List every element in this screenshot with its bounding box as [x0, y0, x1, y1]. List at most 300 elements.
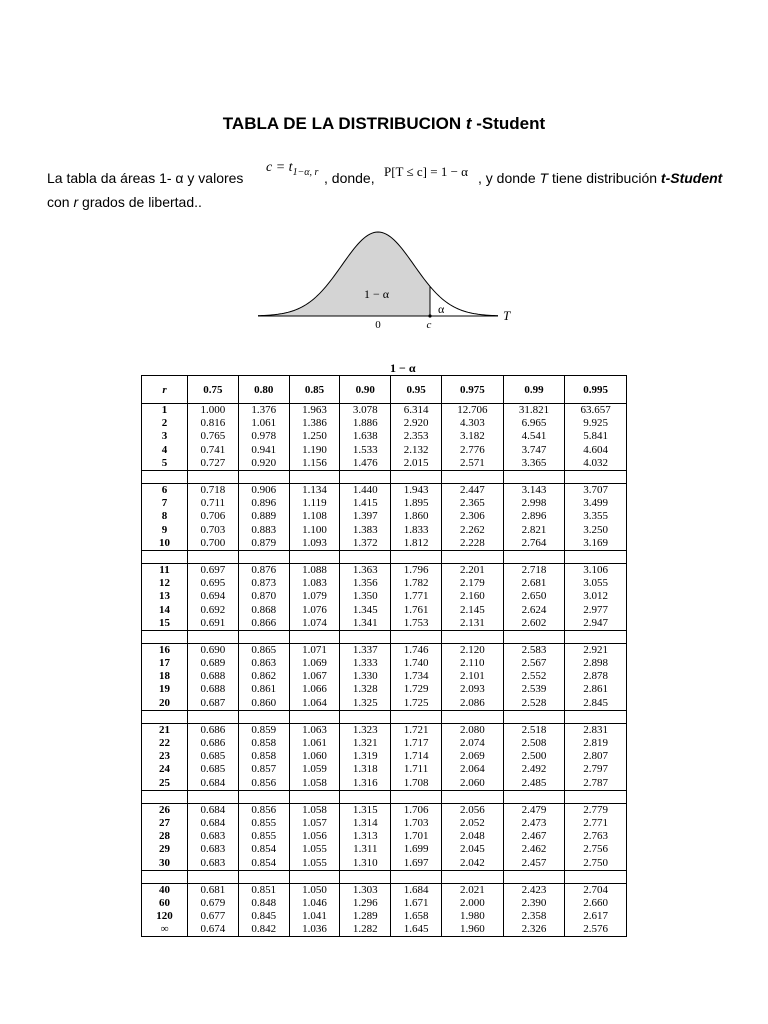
table-row	[142, 457, 627, 471]
degrees-of-freedom-cell: 22	[142, 737, 188, 750]
critical-value-cell: 2.462	[503, 843, 565, 856]
table-spacer-row	[142, 470, 627, 483]
table-spacer-row	[142, 870, 627, 883]
critical-value-cell: 2.179	[441, 577, 503, 590]
critical-value-cell: 1.316	[340, 777, 391, 791]
critical-value-cell: 2.423	[503, 883, 565, 897]
degrees-of-freedom-cell: 4	[142, 444, 188, 457]
spacer-cell	[340, 710, 391, 723]
spacer-cell	[188, 470, 239, 483]
critical-value-cell: 1.684	[391, 883, 442, 897]
critical-value-cell: 2.353	[391, 430, 442, 443]
t-student-table	[141, 375, 627, 937]
critical-value-cell: 0.687	[188, 697, 239, 711]
critical-value-cell: 1.372	[340, 537, 391, 551]
table-spacer-row	[142, 710, 627, 723]
critical-value-cell: 1.282	[340, 923, 391, 937]
critical-value-point	[428, 314, 431, 317]
critical-value-cell: 0.896	[238, 497, 289, 510]
critical-value-cell: 1.337	[340, 643, 391, 657]
critical-value-cell: 0.679	[188, 897, 239, 910]
critical-value-cell: 2.479	[503, 803, 565, 817]
critical-value-cell: 1.697	[391, 856, 442, 870]
quantile-formula-subscript: 1−α, r	[292, 166, 319, 178]
critical-value-cell: 2.120	[441, 643, 503, 657]
spacer-cell	[503, 710, 565, 723]
critical-value-cell: 1.714	[391, 750, 442, 763]
critical-value-cell: 2.750	[565, 856, 627, 870]
critical-value-cell: 2.898	[565, 657, 627, 670]
critical-value-cell: 1.055	[289, 856, 340, 870]
column-header: 0.99	[503, 376, 565, 404]
critical-value-cell: 1.350	[340, 590, 391, 603]
critical-value-cell: 1.328	[340, 683, 391, 696]
spacer-cell	[238, 710, 289, 723]
degrees-of-freedom-cell: 25	[142, 777, 188, 791]
spacer-cell	[289, 870, 340, 883]
critical-value-cell: 1.638	[340, 430, 391, 443]
critical-value-cell: 1.699	[391, 843, 442, 856]
spacer-cell	[188, 550, 239, 563]
critical-value-cell: 1.071	[289, 643, 340, 657]
critical-value-cell: 0.684	[188, 777, 239, 791]
column-header: 0.90	[340, 376, 391, 404]
critical-value-cell: 2.447	[441, 483, 503, 497]
critical-value-cell: 1.533	[340, 444, 391, 457]
critical-value-cell: 3.012	[565, 590, 627, 603]
critical-value-cell: 1.058	[289, 777, 340, 791]
critical-value-cell: 1.058	[289, 803, 340, 817]
critical-value-cell: 0.691	[188, 617, 239, 631]
critical-value-cell: 1.703	[391, 817, 442, 830]
table-row	[142, 803, 627, 817]
critical-value-cell: 0.859	[238, 723, 289, 737]
column-header: 0.975	[441, 376, 503, 404]
critical-value-cell: 1.734	[391, 670, 442, 683]
critical-value-cell: 0.856	[238, 777, 289, 791]
degrees-of-freedom-cell: 60	[142, 897, 188, 910]
degrees-of-freedom-cell: 16	[142, 643, 188, 657]
critical-value-cell: 2.306	[441, 510, 503, 523]
quantile-formula-lhs: c = t	[266, 160, 293, 175]
critical-value-cell: 0.906	[238, 483, 289, 497]
critical-value-cell: 2.947	[565, 617, 627, 631]
critical-value-cell: 0.862	[238, 670, 289, 683]
critical-value-cell: 2.262	[441, 524, 503, 537]
critical-value-cell: 2.681	[503, 577, 565, 590]
spacer-cell	[142, 630, 188, 643]
spacer-cell	[238, 790, 289, 803]
critical-value-cell: 2.660	[565, 897, 627, 910]
spacer-cell	[391, 790, 442, 803]
critical-value-cell: 2.977	[565, 603, 627, 616]
critical-value-cell: 2.365	[441, 497, 503, 510]
degrees-of-freedom-cell: 30	[142, 856, 188, 870]
spacer-cell	[238, 470, 289, 483]
critical-value-cell: 2.552	[503, 670, 565, 683]
intro-text-part5: tiene distribución	[551, 170, 658, 186]
critical-value-cell: 2.064	[441, 763, 503, 776]
table-row	[142, 404, 627, 418]
critical-value-cell: 2.473	[503, 817, 565, 830]
critical-value-cell: 3.169	[565, 537, 627, 551]
critical-value-cell: 2.052	[441, 817, 503, 830]
critical-value-cell: 0.684	[188, 817, 239, 830]
critical-value-cell: 2.756	[565, 843, 627, 856]
critical-value-cell: 1.313	[340, 830, 391, 843]
table-alpha-header: 1 − α	[390, 361, 416, 375]
table-row	[142, 856, 627, 870]
critical-value-cell: 2.797	[565, 763, 627, 776]
spacer-cell	[441, 470, 503, 483]
critical-value-cell: 2.528	[503, 697, 565, 711]
critical-value-cell: 1.134	[289, 483, 340, 497]
critical-value-cell: 0.689	[188, 657, 239, 670]
degrees-of-freedom-cell: 11	[142, 563, 188, 577]
bell-curve	[258, 232, 498, 318]
critical-value-cell: 1.740	[391, 657, 442, 670]
critical-value-cell: 1.061	[289, 737, 340, 750]
column-header: 0.995	[565, 376, 627, 404]
spacer-cell	[503, 550, 565, 563]
critical-value-cell: 2.110	[441, 657, 503, 670]
critical-value-cell: 1.376	[238, 404, 289, 418]
critical-value-cell: 1.066	[289, 683, 340, 696]
critical-value-cell: 1.156	[289, 457, 340, 471]
spacer-cell	[503, 630, 565, 643]
critical-value-cell: 1.860	[391, 510, 442, 523]
critical-value-cell: 1.323	[340, 723, 391, 737]
intro-variable-t: T	[539, 170, 549, 186]
critical-value-cell: 2.457	[503, 856, 565, 870]
intro-text-part3: , y donde	[478, 170, 536, 186]
critical-value-cell: 2.845	[565, 697, 627, 711]
degrees-of-freedom-cell: 8	[142, 510, 188, 523]
critical-value-cell: 0.863	[238, 657, 289, 670]
critical-value-cell: 2.571	[441, 457, 503, 471]
degrees-of-freedom-cell: 19	[142, 683, 188, 696]
critical-value-cell: 2.764	[503, 537, 565, 551]
table-row	[142, 883, 627, 897]
critical-value-cell: 1.315	[340, 803, 391, 817]
critical-value-cell: 2.539	[503, 683, 565, 696]
table-row	[142, 697, 627, 711]
critical-value-cell: 1.079	[289, 590, 340, 603]
spacer-cell	[142, 870, 188, 883]
critical-value-cell: 1.069	[289, 657, 340, 670]
critical-value-cell: 3.078	[340, 404, 391, 418]
critical-value-cell: 1.943	[391, 483, 442, 497]
critical-value-cell: 1.311	[340, 843, 391, 856]
critical-value-cell: 1.063	[289, 723, 340, 737]
critical-value-cell: 1.363	[340, 563, 391, 577]
spacer-cell	[188, 630, 239, 643]
critical-value-cell: 2.048	[441, 830, 503, 843]
spacer-cell	[441, 870, 503, 883]
critical-value-cell: 0.727	[188, 457, 239, 471]
critical-value-cell: 0.690	[188, 643, 239, 657]
critical-value-cell: 1.088	[289, 563, 340, 577]
column-header: 0.95	[391, 376, 442, 404]
degrees-of-freedom-cell: 18	[142, 670, 188, 683]
degrees-of-freedom-cell: 24	[142, 763, 188, 776]
critical-value-cell: 2.021	[441, 883, 503, 897]
critical-value-cell: 1.708	[391, 777, 442, 791]
spacer-cell	[340, 550, 391, 563]
critical-value-cell: 1.060	[289, 750, 340, 763]
critical-value-cell: 1.782	[391, 577, 442, 590]
intro-text-line2	[47, 194, 202, 210]
critical-value-cell: 1.761	[391, 603, 442, 616]
critical-value-cell: 2.583	[503, 643, 565, 657]
critical-value-cell: 0.684	[188, 803, 239, 817]
spacer-cell	[142, 470, 188, 483]
degrees-of-freedom-cell: 5	[142, 457, 188, 471]
critical-value-cell: 2.807	[565, 750, 627, 763]
critical-value-cell: 0.686	[188, 737, 239, 750]
degrees-of-freedom-cell: 27	[142, 817, 188, 830]
table-row	[142, 643, 627, 657]
spacer-cell	[188, 790, 239, 803]
critical-value-cell: 0.978	[238, 430, 289, 443]
degrees-of-freedom-cell: 17	[142, 657, 188, 670]
critical-value-cell: 2.201	[441, 563, 503, 577]
table-row	[142, 683, 627, 696]
table-row	[142, 524, 627, 537]
critical-value-cell: 2.861	[565, 683, 627, 696]
critical-value-cell: 0.683	[188, 843, 239, 856]
r-column-header: r	[142, 376, 188, 404]
critical-value-cell: 63.657	[565, 404, 627, 418]
critical-value-cell: 1.064	[289, 697, 340, 711]
critical-value-cell: 0.706	[188, 510, 239, 523]
critical-value-cell: 0.855	[238, 830, 289, 843]
spacer-cell	[441, 790, 503, 803]
critical-value-cell: 1.190	[289, 444, 340, 457]
critical-value-cell: 5.841	[565, 430, 627, 443]
critical-value-cell: 1.397	[340, 510, 391, 523]
spacer-cell	[238, 870, 289, 883]
spacer-cell	[565, 470, 627, 483]
c-label: c	[426, 319, 432, 331]
critical-value-cell: 0.685	[188, 763, 239, 776]
critical-value-cell: 1.041	[289, 910, 340, 923]
critical-value-cell: 2.878	[565, 670, 627, 683]
critical-value-cell: 1.319	[340, 750, 391, 763]
critical-value-cell: 1.701	[391, 830, 442, 843]
spacer-cell	[289, 470, 340, 483]
degrees-of-freedom-cell: 12	[142, 577, 188, 590]
table-spacer-row	[142, 550, 627, 563]
spacer-cell	[238, 630, 289, 643]
critical-value-cell: 1.383	[340, 524, 391, 537]
critical-value-cell: 1.310	[340, 856, 391, 870]
critical-value-cell: 3.747	[503, 444, 565, 457]
intro-text-part1: La tabla da áreas 1- α y valores	[47, 170, 244, 186]
critical-value-cell: 1.711	[391, 763, 442, 776]
critical-value-cell: 0.685	[188, 750, 239, 763]
critical-value-cell: 2.567	[503, 657, 565, 670]
critical-value-cell: 2.896	[503, 510, 565, 523]
degrees-of-freedom-cell: 29	[142, 843, 188, 856]
critical-value-cell: 0.861	[238, 683, 289, 696]
critical-value-cell: 1.250	[289, 430, 340, 443]
critical-value-cell: 2.771	[565, 817, 627, 830]
critical-value-cell: 1.061	[238, 417, 289, 430]
degrees-of-freedom-cell: ∞	[142, 923, 188, 937]
table-row	[142, 590, 627, 603]
table-row	[142, 577, 627, 590]
spacer-cell	[340, 790, 391, 803]
critical-value-cell: 1.771	[391, 590, 442, 603]
critical-value-cell: 3.143	[503, 483, 565, 497]
critical-value-cell: 1.056	[289, 830, 340, 843]
critical-value-cell: 1.036	[289, 923, 340, 937]
zero-label: 0	[375, 319, 381, 331]
page-title	[0, 114, 768, 134]
critical-value-cell: 2.074	[441, 737, 503, 750]
critical-value-cell: 0.854	[238, 843, 289, 856]
spacer-cell	[289, 710, 340, 723]
quantile-formula	[266, 160, 318, 178]
critical-value-cell: 0.681	[188, 883, 239, 897]
table-row	[142, 843, 627, 856]
critical-value-cell: 3.055	[565, 577, 627, 590]
spacer-cell	[441, 630, 503, 643]
critical-value-cell: 2.326	[503, 923, 565, 937]
critical-value-cell: 1.386	[289, 417, 340, 430]
critical-value-cell: 2.045	[441, 843, 503, 856]
critical-value-cell: 0.741	[188, 444, 239, 457]
critical-value-cell: 1.321	[340, 737, 391, 750]
critical-value-cell: 0.816	[188, 417, 239, 430]
table-row	[142, 923, 627, 937]
critical-value-cell: 1.645	[391, 923, 442, 937]
table-row	[142, 897, 627, 910]
column-header: 0.75	[188, 376, 239, 404]
critical-value-cell: 2.145	[441, 603, 503, 616]
critical-value-cell: 2.650	[503, 590, 565, 603]
table-header-row	[142, 376, 627, 404]
probability-formula: P[T ≤ c] = 1 − α	[384, 164, 468, 179]
critical-value-cell: 2.821	[503, 524, 565, 537]
spacer-cell	[289, 550, 340, 563]
critical-value-cell: 2.132	[391, 444, 442, 457]
critical-value-cell: 2.998	[503, 497, 565, 510]
critical-value-cell: 1.057	[289, 817, 340, 830]
critical-value-cell: 4.032	[565, 457, 627, 471]
critical-value-cell: 2.831	[565, 723, 627, 737]
critical-value-cell: 1.314	[340, 817, 391, 830]
spacer-cell	[391, 550, 442, 563]
spacer-cell	[340, 470, 391, 483]
critical-value-cell: 0.858	[238, 737, 289, 750]
degrees-of-freedom-cell: 26	[142, 803, 188, 817]
critical-value-cell: 1.706	[391, 803, 442, 817]
spacer-cell	[142, 710, 188, 723]
critical-value-cell: 2.101	[441, 670, 503, 683]
critical-value-cell: 0.692	[188, 603, 239, 616]
critical-value-cell: 2.000	[441, 897, 503, 910]
critical-value-cell: 2.787	[565, 777, 627, 791]
critical-value-cell: 0.854	[238, 856, 289, 870]
critical-value-cell: 1.440	[340, 483, 391, 497]
critical-value-cell: 0.883	[238, 524, 289, 537]
critical-value-cell: 1.753	[391, 617, 442, 631]
critical-value-cell: 3.707	[565, 483, 627, 497]
spacer-cell	[503, 470, 565, 483]
critical-value-cell: 0.870	[238, 590, 289, 603]
spacer-cell	[565, 630, 627, 643]
critical-value-cell: 0.848	[238, 897, 289, 910]
critical-value-cell: 1.296	[340, 897, 391, 910]
critical-value-cell: 4.541	[503, 430, 565, 443]
critical-value-cell: 3.106	[565, 563, 627, 577]
critical-value-cell: 3.499	[565, 497, 627, 510]
critical-value-cell: 0.920	[238, 457, 289, 471]
spacer-cell	[340, 870, 391, 883]
spacer-cell	[340, 630, 391, 643]
spacer-cell	[391, 470, 442, 483]
critical-value-cell: 1.074	[289, 617, 340, 631]
critical-value-cell: 1.345	[340, 603, 391, 616]
intro-text-line1-tail	[478, 170, 722, 186]
critical-value-cell: 0.845	[238, 910, 289, 923]
table-row	[142, 763, 627, 776]
critical-value-cell: 0.858	[238, 750, 289, 763]
critical-value-cell: 9.925	[565, 417, 627, 430]
spacer-cell	[565, 870, 627, 883]
table-spacer-row	[142, 790, 627, 803]
critical-value-cell: 0.876	[238, 563, 289, 577]
table-row	[142, 603, 627, 616]
critical-value-cell: 1.812	[391, 537, 442, 551]
critical-value-cell: 0.860	[238, 697, 289, 711]
table-row	[142, 817, 627, 830]
alpha-label: α	[438, 302, 445, 316]
title-tail: -Student	[476, 114, 546, 133]
t-distribution-curve-figure	[250, 224, 520, 336]
critical-value-cell: 1.108	[289, 510, 340, 523]
critical-value-cell: 2.617	[565, 910, 627, 923]
critical-value-cell: 2.779	[565, 803, 627, 817]
critical-value-cell: 1.796	[391, 563, 442, 577]
critical-value-cell: 0.873	[238, 577, 289, 590]
critical-value-cell: 2.086	[441, 697, 503, 711]
spacer-cell	[565, 790, 627, 803]
critical-value-cell: 0.677	[188, 910, 239, 923]
critical-value-cell: 2.624	[503, 603, 565, 616]
spacer-cell	[391, 870, 442, 883]
critical-value-cell: 3.250	[565, 524, 627, 537]
critical-value-cell: 2.069	[441, 750, 503, 763]
critical-value-cell: 2.704	[565, 883, 627, 897]
spacer-cell	[441, 550, 503, 563]
critical-value-cell: 0.865	[238, 643, 289, 657]
degrees-of-freedom-cell: 20	[142, 697, 188, 711]
critical-value-cell: 1.963	[289, 404, 340, 418]
table-spacer-row	[142, 630, 627, 643]
spacer-cell	[565, 710, 627, 723]
spacer-cell	[441, 710, 503, 723]
critical-value-cell: 1.318	[340, 763, 391, 776]
critical-value-cell: 0.879	[238, 537, 289, 551]
critical-value-cell: 6.965	[503, 417, 565, 430]
table-row	[142, 670, 627, 683]
critical-value-cell: 1.717	[391, 737, 442, 750]
critical-value-cell: 2.518	[503, 723, 565, 737]
critical-value-cell: 2.228	[441, 537, 503, 551]
